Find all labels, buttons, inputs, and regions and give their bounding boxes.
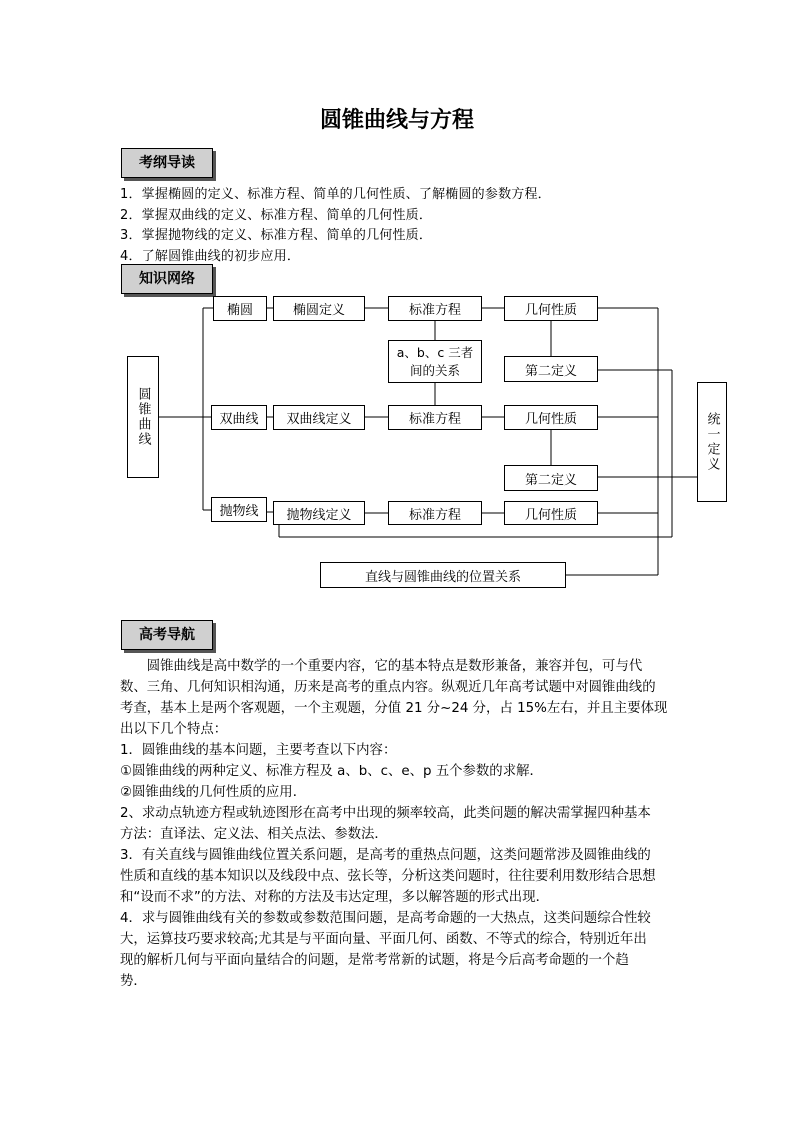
section-label-zhishi: 知识网络 (121, 264, 213, 294)
node-parabola-definition: 抛物线定义 (273, 501, 365, 525)
node-geometric-properties: 几何性质 (504, 501, 598, 525)
text-line: 大，运算技巧要求较高;尤其是与平面向量、平面几何、函数、不等式的综合，特别近年出 (120, 932, 647, 947)
syllabus-item: 1．掌握椭圆的定义、标准方程、简单的几何性质、了解椭圆的参数方程． (120, 187, 551, 202)
text-line: 1．圆锥曲线的基本问题，主要考查以下内容： (120, 743, 397, 758)
node-unified-definition-label: 统一定义 (704, 412, 720, 472)
text-line: 性质和直线的基本知识以及线段中点、弦长等，分析这类问题时，往往要利用数形结合思想 (120, 869, 656, 884)
syllabus-item: 4．了解圆锥曲线的初步应用． (120, 249, 301, 264)
node-standard-equation: 标准方程 (388, 405, 482, 430)
node-line-conic-relation: 直线与圆锥曲线的位置关系 (320, 562, 566, 588)
text-line: 和“设而不求”的方法、对称的方法及韦达定理，多以解答题的形式出现． (120, 890, 549, 905)
text-line: 2、求动点轨迹方程或轨迹图形在高考中出现的频率较高，此类问题的解决需掌握四种基本 (120, 806, 651, 821)
node-root (127, 356, 159, 478)
text-line: 现的解析几何与平面向量结合的问题，是常考常新的试题，将是今后高考命题的一个趋 (120, 953, 629, 968)
node-standard-equation: 标准方程 (388, 501, 482, 525)
node-ellipse: 椭圆 (213, 296, 267, 321)
node-geometric-properties: 几何性质 (504, 296, 598, 321)
text-line: 3．有关直线与圆锥曲线位置关系问题，是高考的重热点问题，这类问题常涉及圆锥曲线的 (120, 848, 651, 863)
syllabus-item: 3．掌握抛物线的定义、标准方程、简单的几何性质． (120, 228, 433, 243)
text-line: 4．求与圆锥曲线有关的参数或参数范围问题，是高考命题的一大热点，这类问题综合性较 (120, 911, 651, 926)
page-title: 圆锥曲线与方程 (319, 107, 474, 133)
node-second-definition: 第二定义 (504, 356, 598, 382)
node-unified-definition (697, 382, 727, 502)
section-label-kaogang: 考纲导读 (121, 148, 213, 178)
node-root-label: 圆锥曲线 (135, 387, 151, 447)
node-hyperbola-definition: 双曲线定义 (273, 405, 365, 430)
text-line: ②圆锥曲线的几何性质的应用． (120, 785, 307, 800)
section-label-gaokao: 高考导航 (121, 620, 213, 650)
text-line: 考查，基本上是两个客观题，一个主观题，分值 21 分~24 分，占 15%左右，并且主要体现 (120, 701, 668, 716)
node-hyperbola: 双曲线 (211, 405, 267, 430)
text-line: 圆锥曲线是高中数学的一个重要内容，它的基本特点是数形兼备，兼容并包，可与代 (120, 659, 643, 674)
node-abc-relation: a、b、c 三者间的关系 (388, 340, 482, 383)
text-line: 数、三角、几何知识相沟通，历来是高考的重点内容。纵观近几年高考试题中对圆锥曲线的 (120, 680, 656, 695)
text-line: 方法：直译法、定义法、相关点法、参数法． (120, 827, 388, 842)
node-standard-equation: 标准方程 (388, 296, 482, 321)
text-line: ①圆锥曲线的两种定义、标准方程及 a、b、c、e、p 五个参数的求解． (120, 764, 543, 779)
text-line: 势． (120, 974, 147, 989)
text-line: 出以下几个特点： (120, 722, 228, 737)
node-parabola: 抛物线 (211, 497, 267, 522)
node-geometric-properties: 几何性质 (504, 405, 598, 430)
exam-guide-paragraph (120, 656, 675, 992)
syllabus-item: 2．掌握双曲线的定义、标准方程、简单的几何性质． (120, 208, 433, 223)
node-ellipse-definition: 椭圆定义 (273, 296, 365, 321)
node-second-definition: 第二定义 (504, 465, 598, 491)
